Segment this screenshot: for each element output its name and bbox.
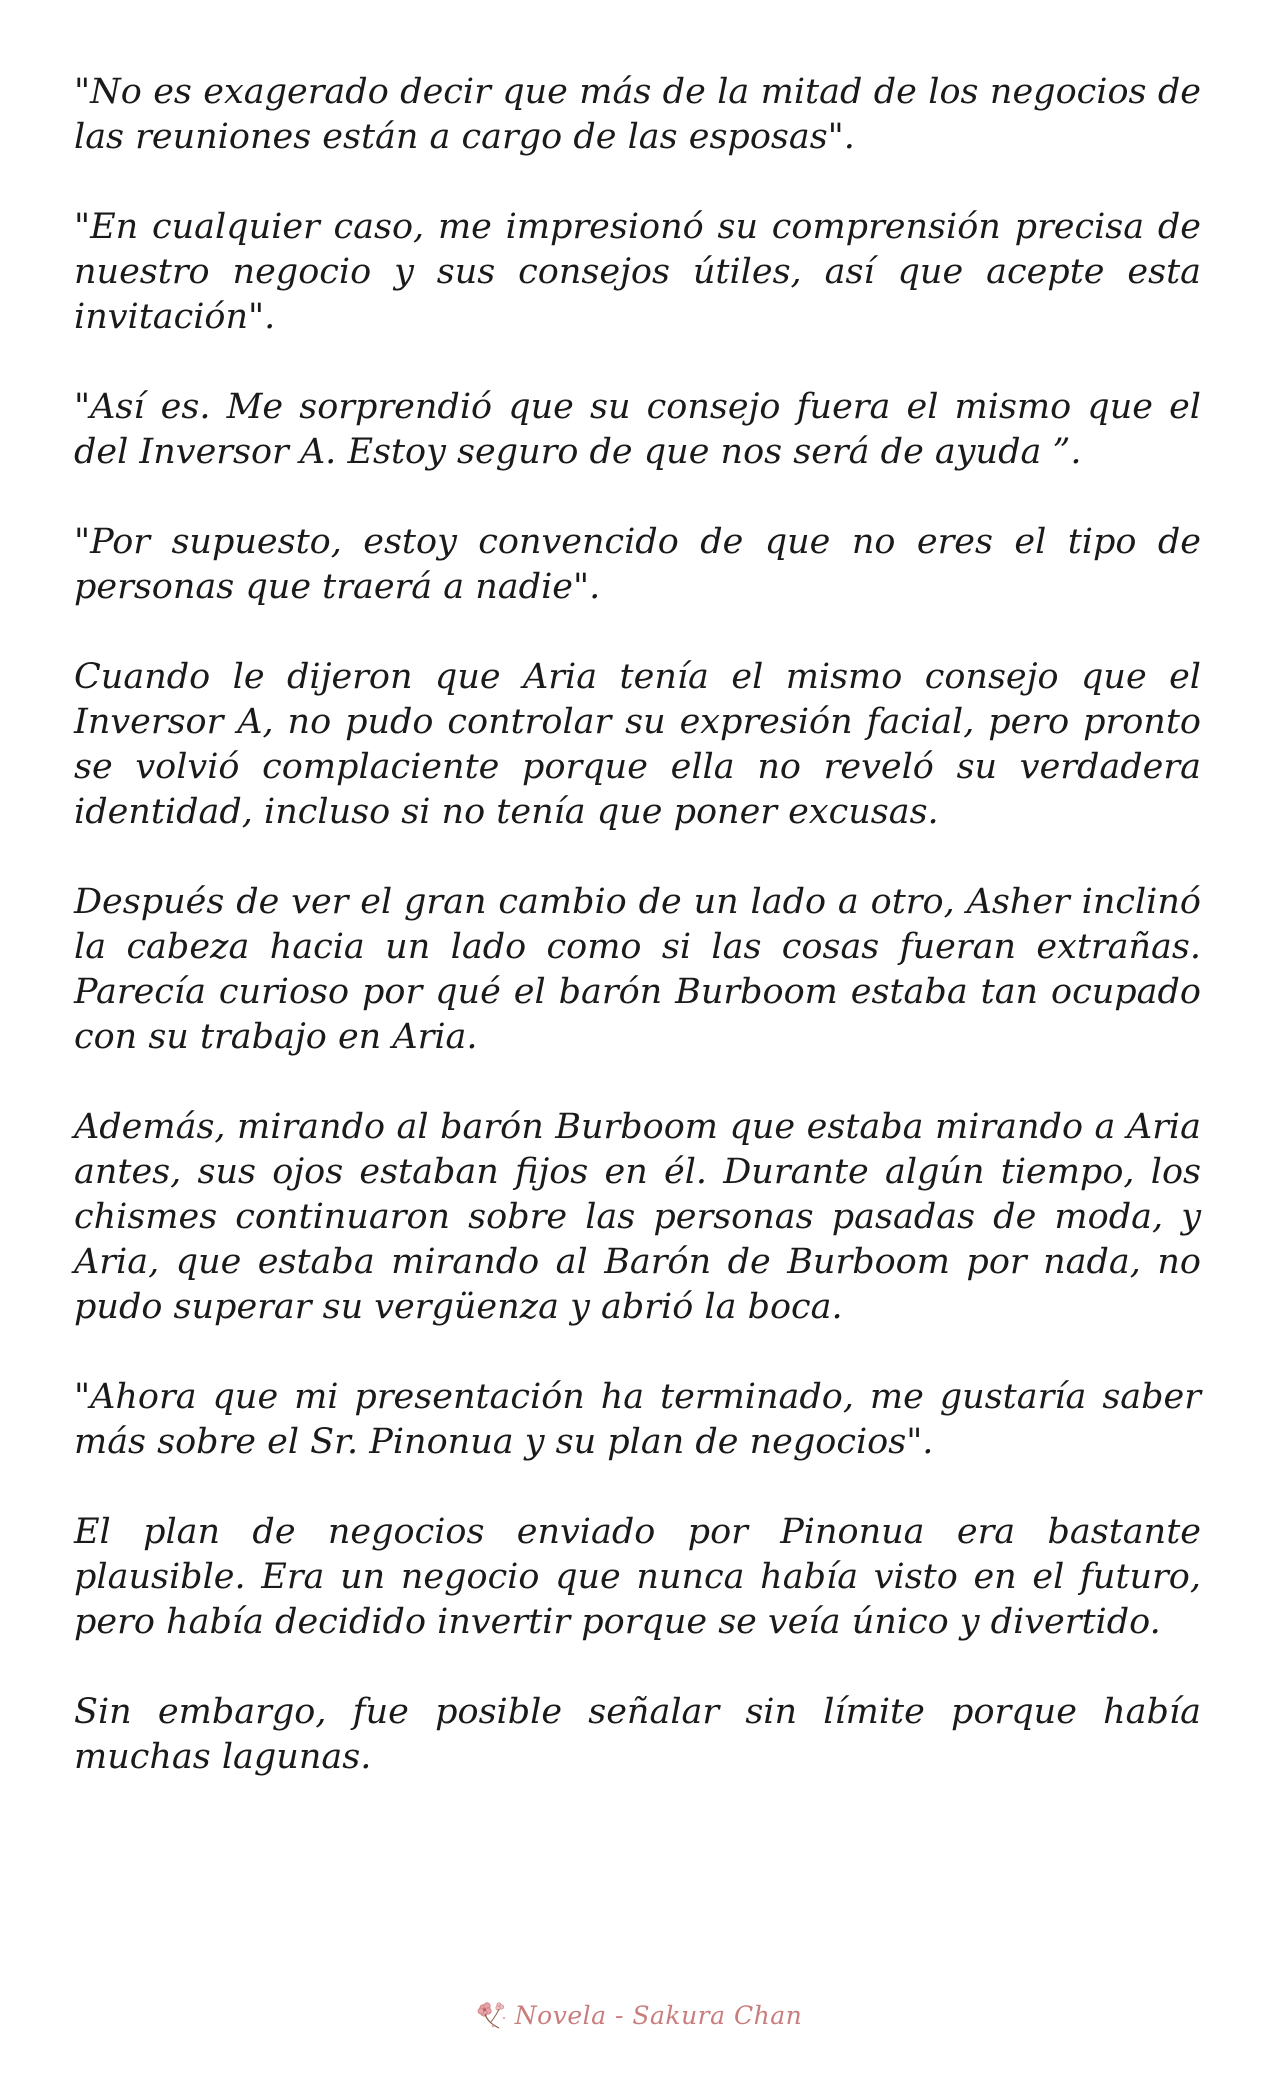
paragraph-9: El plan de negocios enviado por Pinonua era bastante plausible. Era un negocio que nunca había visto en el futuro, pero había decidido invertir porque se veía único y divertido. xyxy=(74,1512,1201,1642)
paragraph-1: "No es exagerado decir que más de la mitad de los negocios de las reuniones están a cargo de las esposas". xyxy=(74,72,1201,157)
paragraph-10: Sin embargo, fue posible señalar sin límite porque había muchas lagunas. xyxy=(74,1692,1201,1777)
paragraph-5: Cuando le dijeron que Aria tenía el mismo consejo que el Inversor A, no pudo controlar su expresión facial, pero pronto se volvió complaciente porque ella no reveló su verdadera identidad, incluso si no tenía que poner excusas. xyxy=(74,657,1201,832)
sakura-blossom-icon xyxy=(473,1998,509,2032)
watermark xyxy=(0,1993,1275,2037)
paragraph-7: Además, mirando al barón Burboom que estaba mirando a Aria antes, sus ojos estaban fijos en él. Durante algún tiempo, los chismes continuaron sobre las personas pasadas de moda, y Aria, que estaba mirando al Barón de Burboom por nada, no pudo superar su vergüenza y abrió la boca. xyxy=(74,1107,1201,1327)
paragraph-4: "Por supuesto, estoy convencido de que no eres el tipo de personas que traerá a nadie". xyxy=(74,522,1201,607)
paragraph-2: "En cualquier caso, me impresionó su comprensión precisa de nuestro negocio y sus consejos útiles, así que acepte esta invitación". xyxy=(74,207,1201,337)
paragraph-3: "Así es. Me sorprendió que su consejo fuera el mismo que el del Inversor A. Estoy seguro de que nos será de ayuda ”. xyxy=(74,387,1201,472)
paragraph-6: Después de ver el gran cambio de un lado a otro, Asher inclinó la cabeza hacia un lado como si las cosas fueran extrañas. Parecía curioso por qué el barón Burboom estaba tan ocupado con su trabajo en Aria. xyxy=(74,882,1201,1057)
watermark-text: Novela - Sakura Chan xyxy=(514,2000,803,2030)
paragraph-8: "Ahora que mi presentación ha terminado, me gustaría saber más sobre el Sr. Pinonua y su plan de negocios". xyxy=(74,1377,1201,1462)
